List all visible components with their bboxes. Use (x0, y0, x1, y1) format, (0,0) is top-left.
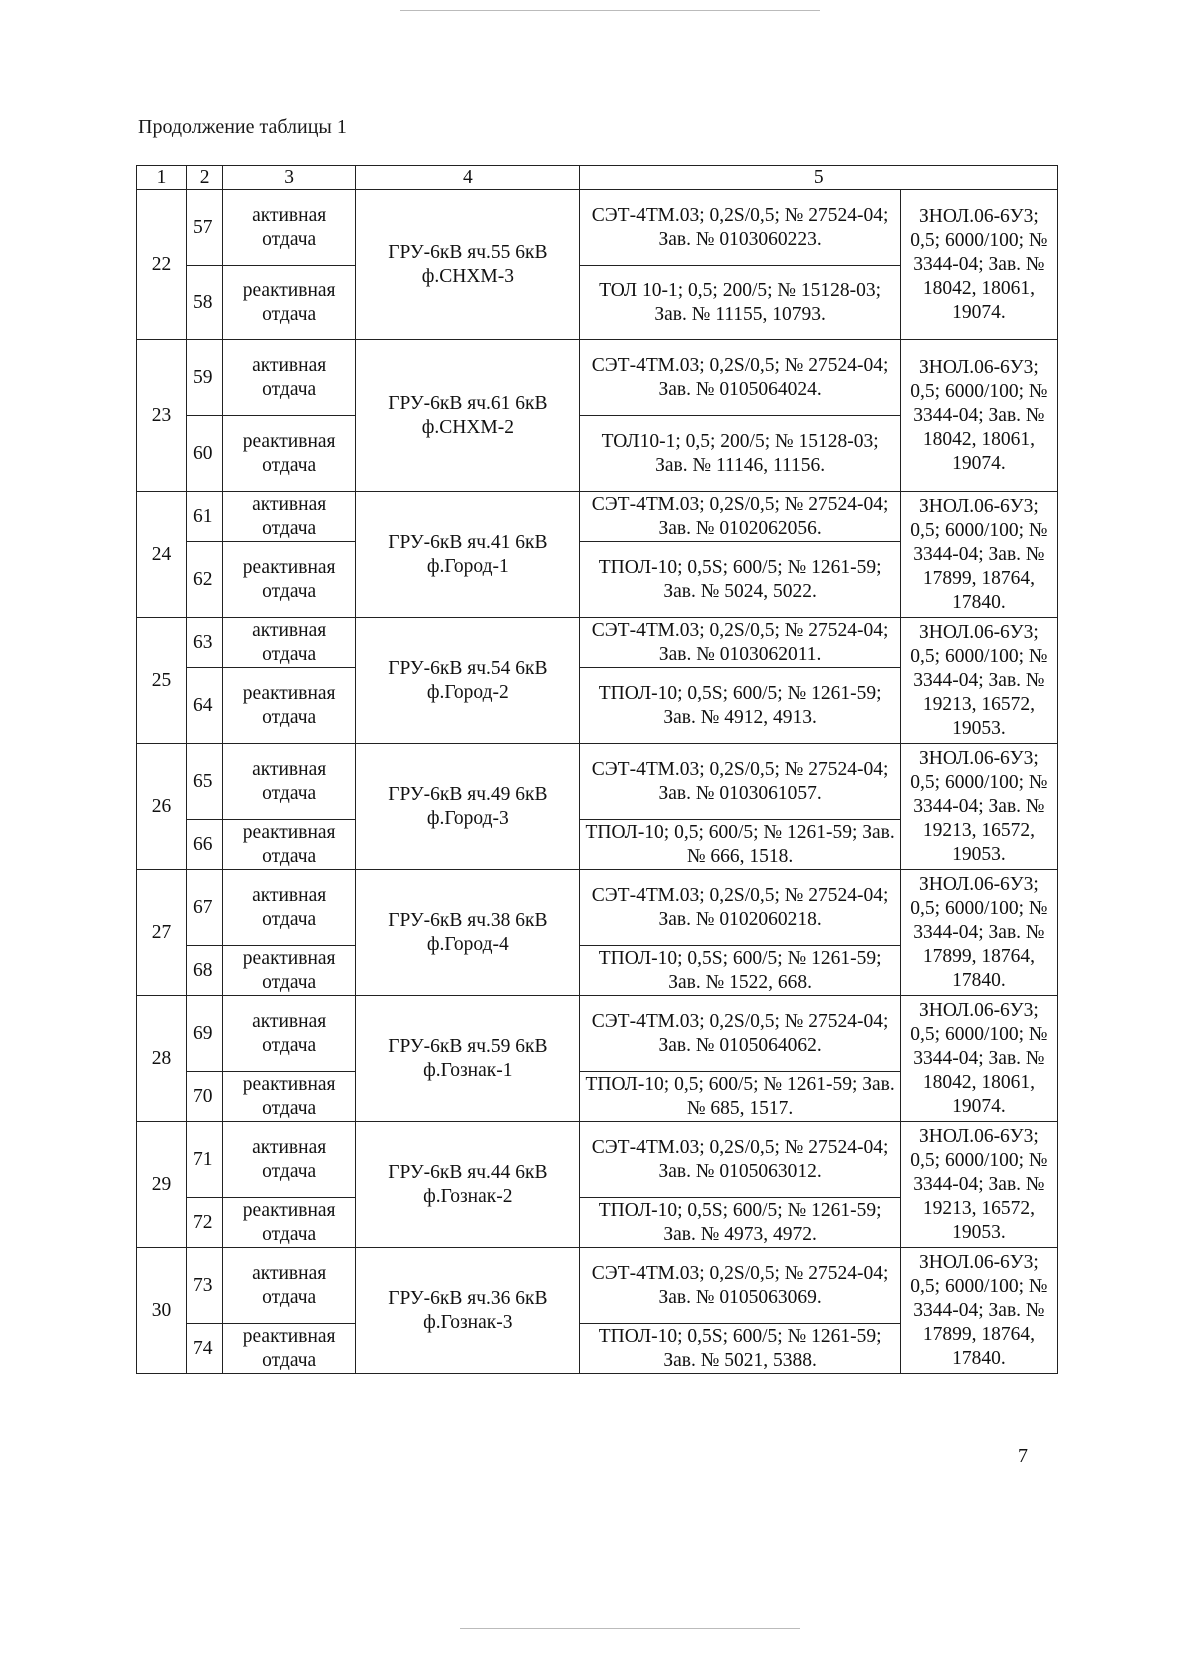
location-cell: ГРУ-6кВ яч.36 6кВ ф.Гознак-3 (356, 1248, 580, 1374)
table-row (137, 492, 1058, 542)
table-row (137, 744, 1058, 820)
table-row (137, 1122, 1058, 1198)
point-number-cell: 73 (187, 1248, 223, 1324)
energy-type-cell: активная отдача (223, 492, 356, 542)
location-cell: ГРУ-6кВ яч.59 6кВ ф.Гознак-1 (356, 996, 580, 1122)
voltage-transformer-cell: ЗНОЛ.06-6У3; 0,5; 6000/100; № 3344-04; Зав. № 17899, 18764, 17840. (900, 1248, 1057, 1374)
voltage-transformer-cell: ЗНОЛ.06-6У3; 0,5; 6000/100; № 3344-04; Зав. № 18042, 18061, 19074. (900, 190, 1057, 340)
point-number-cell: 61 (187, 492, 223, 542)
table-row (137, 340, 1058, 416)
point-number-cell: 71 (187, 1122, 223, 1198)
group-id-cell: 23 (137, 340, 187, 492)
energy-type-cell: активная отдача (223, 618, 356, 668)
device-cell: СЭТ-4ТМ.03; 0,2S/0,5; № 27524-04; Зав. № 0103060223. (580, 190, 900, 266)
voltage-transformer-cell: ЗНОЛ.06-6У3; 0,5; 6000/100; № 3344-04; Зав. № 17899, 18764, 17840. (900, 870, 1057, 996)
device-cell: ТОЛ10-1; 0,5; 200/5; № 15128-03; Зав. № 11146, 11156. (580, 416, 900, 492)
energy-type-cell: активная отдача (223, 340, 356, 416)
point-number-cell: 64 (187, 668, 223, 744)
point-number-cell: 60 (187, 416, 223, 492)
point-number-cell: 69 (187, 996, 223, 1072)
table-caption: Продолжение таблицы 1 (138, 116, 347, 138)
table-row (137, 190, 1058, 266)
device-cell: ТПОЛ-10; 0,5; 600/5; № 1261-59; Зав. № 685, 1517. (580, 1072, 900, 1122)
voltage-transformer-cell: ЗНОЛ.06-6У3; 0,5; 6000/100; № 3344-04; Зав. № 18042, 18061, 19074. (900, 996, 1057, 1122)
voltage-transformer-cell: ЗНОЛ.06-6У3; 0,5; 6000/100; № 3344-04; Зав. № 19213, 16572, 19053. (900, 1122, 1057, 1248)
energy-type-cell: реактивная отдача (223, 946, 356, 996)
energy-type-cell: активная отдача (223, 1248, 356, 1324)
header-col-5: 5 (580, 166, 1058, 190)
table-row (137, 870, 1058, 946)
point-number-cell: 58 (187, 266, 223, 340)
energy-type-cell: реактивная отдача (223, 542, 356, 618)
voltage-transformer-cell: ЗНОЛ.06-6У3; 0,5; 6000/100; № 3344-04; Зав. № 17899, 18764, 17840. (900, 492, 1057, 618)
point-number-cell: 57 (187, 190, 223, 266)
energy-type-cell: реактивная отдача (223, 820, 356, 870)
scan-artifact-top (400, 10, 820, 11)
energy-type-cell: активная отдача (223, 1122, 356, 1198)
energy-type-cell: реактивная отдача (223, 668, 356, 744)
voltage-transformer-cell: ЗНОЛ.06-6У3; 0,5; 6000/100; № 3344-04; Зав. № 19213, 16572, 19053. (900, 618, 1057, 744)
group-id-cell: 22 (137, 190, 187, 340)
group-id-cell: 30 (137, 1248, 187, 1374)
voltage-transformer-cell: ЗНОЛ.06-6У3; 0,5; 6000/100; № 3344-04; Зав. № 19213, 16572, 19053. (900, 744, 1057, 870)
location-cell: ГРУ-6кВ яч.41 6кВ ф.Город-1 (356, 492, 580, 618)
device-cell: ТОЛ 10-1; 0,5; 200/5; № 15128-03; Зав. № 11155, 10793. (580, 266, 900, 340)
energy-type-cell: реактивная отдача (223, 416, 356, 492)
equipment-table (136, 165, 1058, 1374)
energy-type-cell: активная отдача (223, 744, 356, 820)
device-cell: ТПОЛ-10; 0,5S; 600/5; № 1261-59; Зав. № 5024, 5022. (580, 542, 900, 618)
header-col-4: 4 (356, 166, 580, 190)
header-col-3: 3 (223, 166, 356, 190)
energy-type-cell: активная отдача (223, 996, 356, 1072)
energy-type-cell: реактивная отдача (223, 1198, 356, 1248)
energy-type-cell: реактивная отдача (223, 266, 356, 340)
page-number: 7 (1018, 1445, 1028, 1467)
table-row (137, 618, 1058, 668)
location-cell: ГРУ-6кВ яч.38 6кВ ф.Город-4 (356, 870, 580, 996)
point-number-cell: 66 (187, 820, 223, 870)
device-cell: ТПОЛ-10; 0,5S; 600/5; № 1261-59; Зав. № 5021, 5388. (580, 1324, 900, 1374)
header-col-2: 2 (187, 166, 223, 190)
point-number-cell: 65 (187, 744, 223, 820)
energy-type-cell: активная отдача (223, 190, 356, 266)
point-number-cell: 74 (187, 1324, 223, 1374)
point-number-cell: 62 (187, 542, 223, 618)
location-cell: ГРУ-6кВ яч.54 6кВ ф.Город-2 (356, 618, 580, 744)
group-id-cell: 27 (137, 870, 187, 996)
point-number-cell: 72 (187, 1198, 223, 1248)
location-cell: ГРУ-6кВ яч.44 6кВ ф.Гознак-2 (356, 1122, 580, 1248)
group-id-cell: 24 (137, 492, 187, 618)
device-cell: СЭТ-4ТМ.03; 0,2S/0,5; № 27524-04; Зав. № 0105064024. (580, 340, 900, 416)
device-cell: СЭТ-4ТМ.03; 0,2S/0,5; № 27524-04; Зав. № 0102062056. (580, 492, 900, 542)
device-cell: СЭТ-4ТМ.03; 0,2S/0,5; № 27524-04; Зав. № 0105063069. (580, 1248, 900, 1324)
device-cell: СЭТ-4ТМ.03; 0,2S/0,5; № 27524-04; Зав. № 0105064062. (580, 996, 900, 1072)
device-cell: ТПОЛ-10; 0,5S; 600/5; № 1261-59; Зав. № 4912, 4913. (580, 668, 900, 744)
group-id-cell: 28 (137, 996, 187, 1122)
energy-type-cell: активная отдача (223, 870, 356, 946)
device-cell: СЭТ-4ТМ.03; 0,2S/0,5; № 27524-04; Зав. № 0103062011. (580, 618, 900, 668)
group-id-cell: 29 (137, 1122, 187, 1248)
point-number-cell: 70 (187, 1072, 223, 1122)
group-id-cell: 26 (137, 744, 187, 870)
point-number-cell: 68 (187, 946, 223, 996)
table-header-row (137, 166, 1058, 190)
table-row (137, 996, 1058, 1072)
scan-artifact-bottom (460, 1628, 800, 1629)
energy-type-cell: реактивная отдача (223, 1072, 356, 1122)
device-cell: ТПОЛ-10; 0,5; 600/5; № 1261-59; Зав. № 666, 1518. (580, 820, 900, 870)
device-cell: СЭТ-4ТМ.03; 0,2S/0,5; № 27524-04; Зав. № 0103061057. (580, 744, 900, 820)
header-col-1: 1 (137, 166, 187, 190)
table-row (137, 1248, 1058, 1324)
point-number-cell: 67 (187, 870, 223, 946)
location-cell: ГРУ-6кВ яч.61 6кВ ф.СНХМ-2 (356, 340, 580, 492)
device-cell: СЭТ-4ТМ.03; 0,2S/0,5; № 27524-04; Зав. № 0102060218. (580, 870, 900, 946)
point-number-cell: 59 (187, 340, 223, 416)
voltage-transformer-cell: ЗНОЛ.06-6У3; 0,5; 6000/100; № 3344-04; Зав. № 18042, 18061, 19074. (900, 340, 1057, 492)
device-cell: ТПОЛ-10; 0,5S; 600/5; № 1261-59; Зав. № 1522, 668. (580, 946, 900, 996)
energy-type-cell: реактивная отдача (223, 1324, 356, 1374)
device-cell: СЭТ-4ТМ.03; 0,2S/0,5; № 27524-04; Зав. № 0105063012. (580, 1122, 900, 1198)
location-cell: ГРУ-6кВ яч.49 6кВ ф.Город-3 (356, 744, 580, 870)
point-number-cell: 63 (187, 618, 223, 668)
device-cell: ТПОЛ-10; 0,5S; 600/5; № 1261-59; Зав. № 4973, 4972. (580, 1198, 900, 1248)
group-id-cell: 25 (137, 618, 187, 744)
location-cell: ГРУ-6кВ яч.55 6кВ ф.СНХМ-3 (356, 190, 580, 340)
